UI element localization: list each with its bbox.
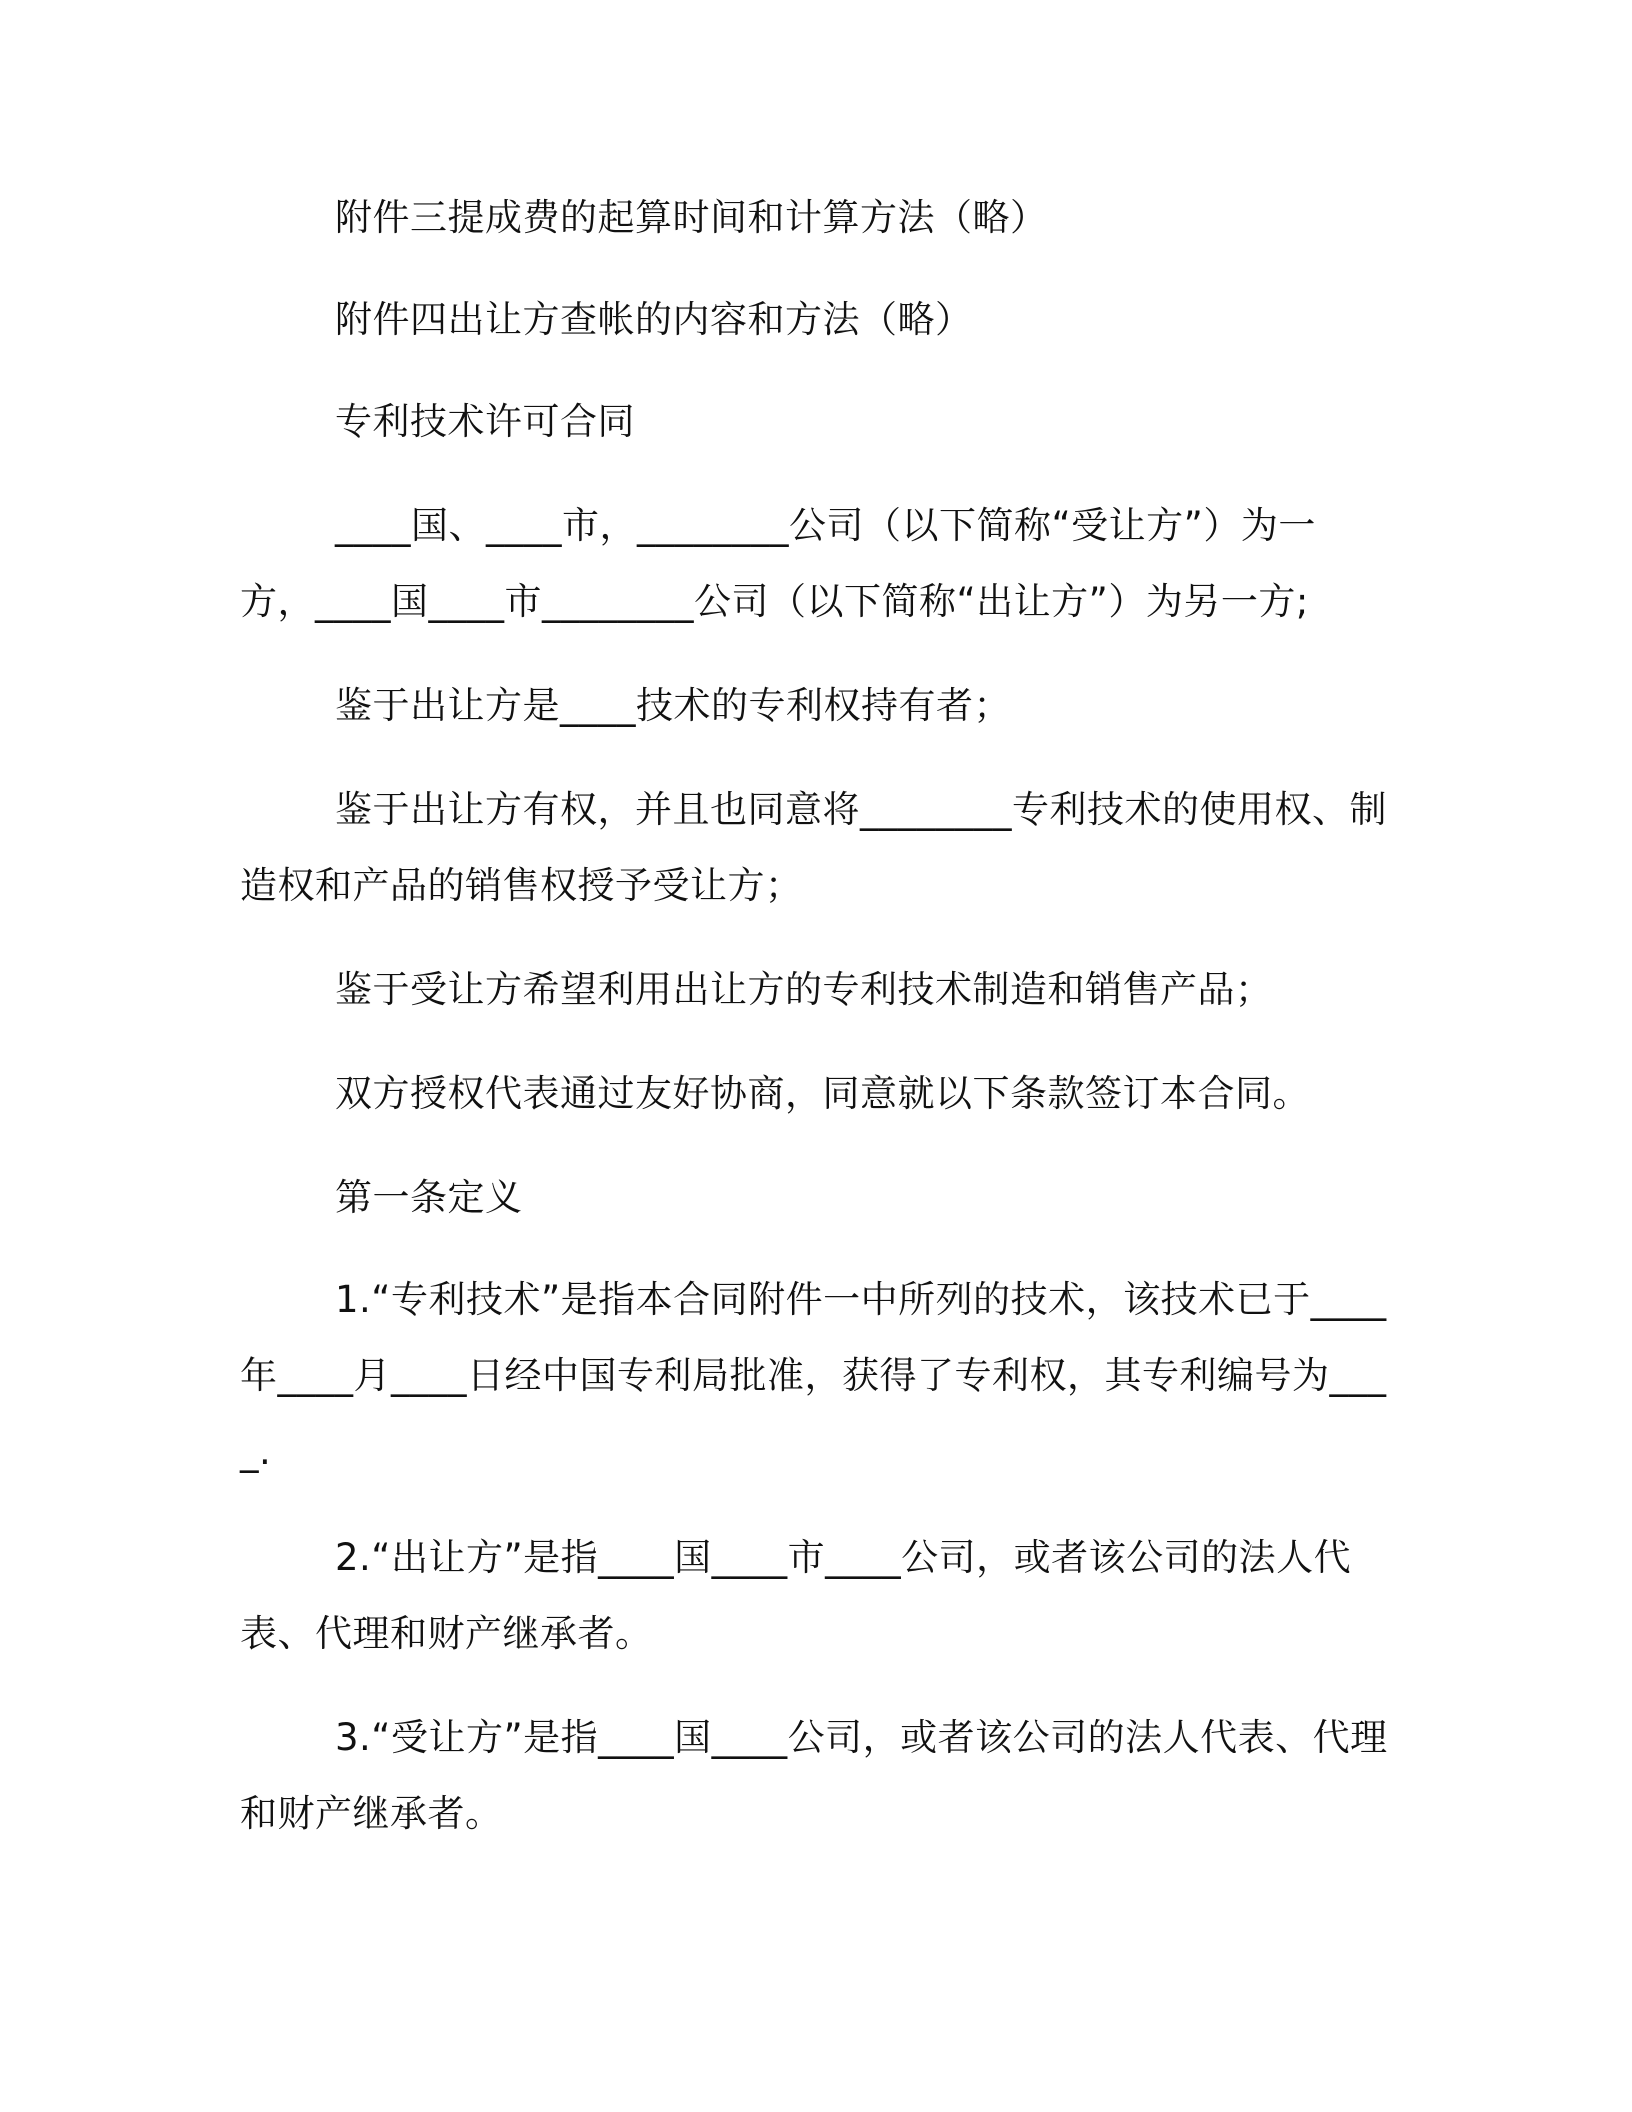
- whereas-grant-rights: 鉴于出让方有权，并且也同意将________专利技术的使用权、制造权和产品的销售权授予受让方；: [240, 788, 1387, 907]
- definition-item-2: 2.“出让方”是指____国____市____公司，或者该公司的法人代表、代理和财产继承者。: [240, 1536, 1352, 1655]
- article-one-heading: 第一条定义: [335, 1176, 523, 1219]
- contract-title: 专利技术许可合同: [335, 400, 635, 443]
- appendix-three-line: 附件三提成费的起算时间和计算方法（略）: [335, 196, 1048, 239]
- agreement-statement: 双方授权代表通过友好协商，同意就以下条款签订本合同。: [335, 1072, 1310, 1115]
- definition-item-1: 1.“专利技术”是指本合同附件一中所列的技术，该技术已于____年____月____日经中国专利局批准，获得了专利权，其专利编号为____.: [240, 1278, 1387, 1473]
- whereas-patent-holder: 鉴于出让方是____技术的专利权持有者；: [335, 684, 1011, 727]
- definition-item-3: 3.“受让方”是指____国____公司，或者该公司的法人代表、代理和财产继承者。: [240, 1716, 1388, 1835]
- parties-paragraph: ____国、____市，________公司（以下简称“受让方”）为一方，____国____市________公司（以下简称“出让方”）为另一方;: [240, 504, 1316, 623]
- whereas-licensee-wish: 鉴于受让方希望利用出让方的专利技术制造和销售产品；: [335, 968, 1273, 1011]
- appendix-four-line: 附件四出让方查帐的内容和方法（略）: [335, 298, 973, 341]
